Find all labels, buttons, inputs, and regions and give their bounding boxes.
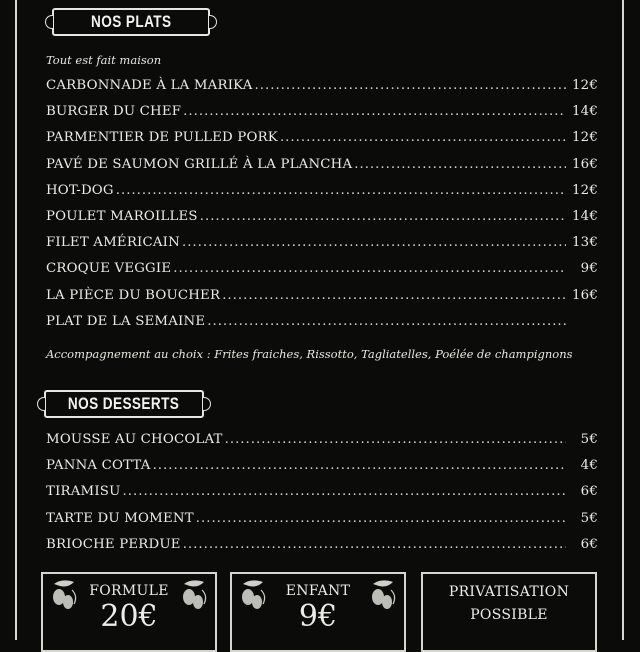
menu-item [46,261,598,287]
side-dish-note: Accompagnement au choix : Frites fraiches, Rissotto, Tagliatelles, Poélée de champignons [46,347,573,361]
enfant-price: 9€ [298,599,338,634]
menu-item [46,314,598,340]
menu-item [46,157,598,183]
menu-item [46,235,598,261]
menu-item [46,484,598,510]
menu-item [46,130,598,156]
item-price: 5€ [580,510,598,526]
dot-leader [280,130,566,145]
formule-price: 20€ [100,599,158,634]
item-name: POULET MAROILLES [46,208,198,224]
menu-item [46,537,598,563]
privatisation-box [421,572,597,652]
menu-item [46,458,598,484]
item-name: PLAT DE LA SEMAINE [46,313,206,329]
dot-leader [123,484,566,499]
item-price: 6€ [580,484,598,500]
item-name: PANNA COTTA [46,458,151,474]
item-price: 14€ [572,104,598,120]
menu-item [46,511,598,537]
section-title-desserts: NOS DESSERTS [68,394,180,413]
dot-leader [182,235,566,250]
item-price: 12€ [572,182,598,198]
dot-leader [183,537,566,552]
item-price: 16€ [572,287,598,303]
item-price: 13€ [572,235,598,251]
item-price: 4€ [580,458,598,474]
dot-leader [255,78,566,93]
dot-leader [225,432,566,447]
item-price: 9€ [580,261,598,277]
dot-leader [196,511,566,526]
item-name: HOT-DOG [46,182,114,198]
dot-leader [153,458,566,473]
menu-item [46,432,598,458]
privatisation-line1: PRIVATISATION [448,584,570,600]
item-name: BURGER DU CHEF [46,104,182,120]
item-price: 14€ [572,208,598,224]
menu-item [46,183,598,209]
dot-leader [173,261,566,276]
dot-leader [354,157,566,172]
right-border-line [622,0,624,640]
homemade-note: Tout est fait maison [46,53,162,67]
formule-label: FORMULE [89,583,169,599]
item-price: 6€ [580,536,598,552]
item-name: PARMENTIER DE PULLED PORK [46,130,278,146]
item-price: 12€ [572,130,598,146]
hops-icon [178,578,210,612]
item-price: 5€ [580,432,598,447]
hops-icon [237,578,269,612]
enfant-label: ENFANT [285,583,351,599]
enfant-box [230,572,406,652]
section-banner-plats [52,8,210,36]
menu-item [46,209,598,235]
left-border-line [15,0,17,640]
menu-item [46,288,598,314]
plats-list [46,78,598,340]
item-name: TIRAMISU [46,484,121,500]
dot-leader [116,183,566,198]
dot-leader [200,209,566,224]
dot-leader [183,104,566,119]
hops-icon [367,578,399,612]
section-title-plats: NOS PLATS [90,12,172,31]
dot-leader [207,314,566,329]
privatisation-line2: POSSIBLE [470,607,548,623]
menu-item [46,104,598,130]
item-price: 12€ [572,78,598,93]
item-name: MOUSSE AU CHOCOLAT [46,432,223,447]
item-name: TARTE DU MOMENT [46,510,194,526]
item-name: PAVÉ DE SAUMON GRILLÉ À LA PLANCHA [46,156,353,172]
formule-box [41,572,217,652]
item-name: BRIOCHE PERDUE [46,536,181,552]
item-price: 16€ [572,156,598,172]
item-name: CROQUE VEGGIE [46,261,172,277]
dot-leader [222,288,566,303]
item-name: FILET AMÉRICAIN [46,235,180,251]
menu-item [46,78,598,104]
hops-icon [48,578,80,612]
item-name: CARBONNADE À LA MARIKA [46,78,253,93]
desserts-list [46,432,598,563]
item-name: LA PIÈCE DU BOUCHER [46,287,221,303]
section-banner-desserts [44,390,204,418]
